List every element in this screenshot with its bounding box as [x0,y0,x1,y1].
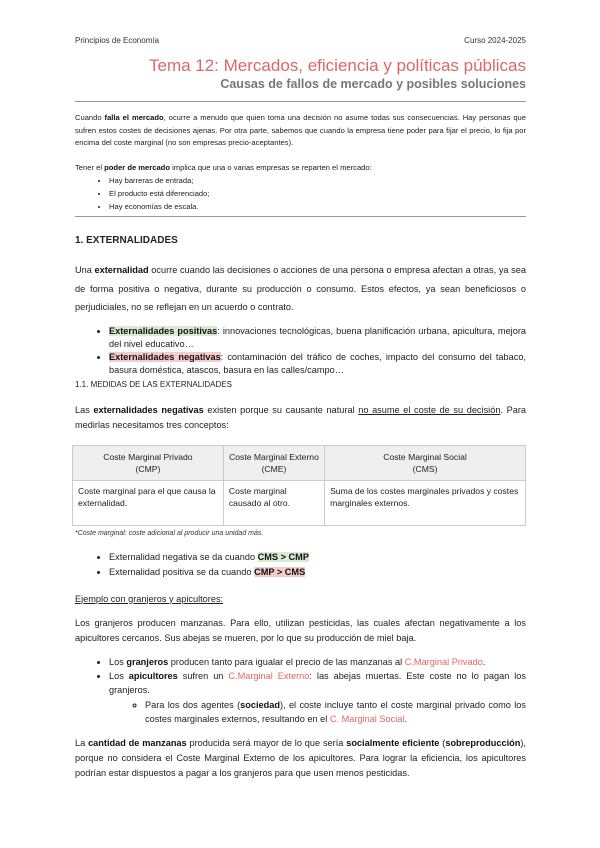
list-item: • Externalidad positiva se da cuando CMP > CMS [109,565,526,580]
divider [75,216,526,217]
table-header: Coste Marginal Social (CMS) [325,446,526,481]
list-item: • Externalidades negativas: contaminación del tráfico de coches, impacto del consumo del tabaco, basura doméstica, atascos, basura en las calles/campo… [109,351,526,377]
measures-paragraph: Las externalidades negativas existen porque su causante natural no asume el coste de su decisión. Para medirlas necesitamos tres conceptos: [75,405,527,430]
list-item: • Hay barreras de entrada; [109,174,526,187]
section-heading: 1. EXTERNALIDADES [75,235,178,246]
conditions-list-wrap [75,550,526,780]
subsection-heading: 1.1. MEDIDAS DE LAS EXTERNALIDADES [75,380,232,389]
list-item: • Hay economías de escala. [109,200,526,213]
list-item: • El producto está diferenciado; [109,187,526,200]
table-header: Coste Marginal Externo (CME) [223,446,324,481]
externality-definition: Una externalidad ocurre cuando las decisiones o acciones de una persona o empresa afectan a otras, ya sea de forma positiva o negativa, durante su producción o consumo. Estos efectos, ya sean beneficiosos o perjudiciales, no se reflejan en un acuerdo o contrato. [75,265,526,312]
intro-paragraph: Cuando falla el mercado, ocurre a menudo que quien toma una decisión no asume todas sus consecuencias. Hay personas que sufren estos costes de decisiones ajenas. Por otra parte, sabemos que cuando la empresa tiene poder para fijar el precio, lo fija por encima del coste marginal (no son empresas precio-aceptantes). [75,113,526,147]
table-header: Coste Marginal Privado (CMP) [73,446,224,481]
example-paragraph: Los granjeros producen manzanas. Para ello, utilizan pesticidas, las cuales afectan negativamente a los apicultores cercanos. Sus abejas se mueren, por lo que su producción de miel baja. [75,618,526,644]
divider [75,101,526,102]
intro [75,112,526,213]
list-item: • Externalidades positivas: innovaciones tecnológicas, buena planificación urbana, apicultura, mejora del nivel educativo… [109,325,526,351]
course-year: Curso 2024-2025 [464,36,526,45]
course-name: Principios de Economía [75,36,160,45]
conclusion-paragraph: La cantidad de manzanas producida será mayor de lo que sería socialmente eficiente (sobreproducción), porque no considera el Coste Marginal Externo de los apicultores. Para lograr la eficiencia, los apicultores podrían estar dispuestos a pagar a los granjeros para que usen menos pesticidas. [75,738,526,778]
page-header [75,36,526,45]
conditions-list [75,550,526,580]
externalities-section [75,261,526,377]
market-power-list [75,174,526,213]
marginal-cost-table [72,445,523,526]
page-subtitle: Causas de fallos de mercado y posibles soluciones [220,77,526,91]
list-item: ◦ Para los dos agentes (sociedad), el coste incluye tanto el coste marginal privado como los costes marginales externos, resultando en el C. Marginal Social. [145,698,526,726]
list-item: • Los apicultores sufren un C.Marginal Externo: las abejas muertas. Este coste no lo pagan los granjeros. ◦ Para los dos agentes (sociedad), el coste incluye tanto el coste marginal privado como los costes marginales externos, resultando en el C. Marginal Social. [109,669,526,726]
table-cell: Coste marginal para el que causa la externalidad. [73,481,224,526]
list-item: • Externalidad negativa se da cuando CMS > CMP [109,550,526,565]
market-power-paragraph: Tener el poder de mercado implica que una o varias empresas se reparten el mercado: [75,162,372,172]
list-item: • Los granjeros producen tanto para igualar el precio de las manzanas al C.Marginal Privado. [109,655,526,669]
externality-types-list [75,325,526,377]
example-list [75,655,526,726]
page-title: Tema 12: Mercados, eficiencia y políticas públicas [148,56,526,75]
table-cell: Coste marginal causado al otro. [223,481,324,526]
table-row [73,481,526,526]
sub-list [109,698,526,726]
table-header-row [73,446,526,481]
example-title: Ejemplo con granjeros y apicultores: [75,593,224,604]
table-cell: Suma de los costes marginales privados y costes marginales externos. [325,481,526,526]
footnote: *Coste marginal: coste adicional al producir una unidad más. [75,530,264,537]
